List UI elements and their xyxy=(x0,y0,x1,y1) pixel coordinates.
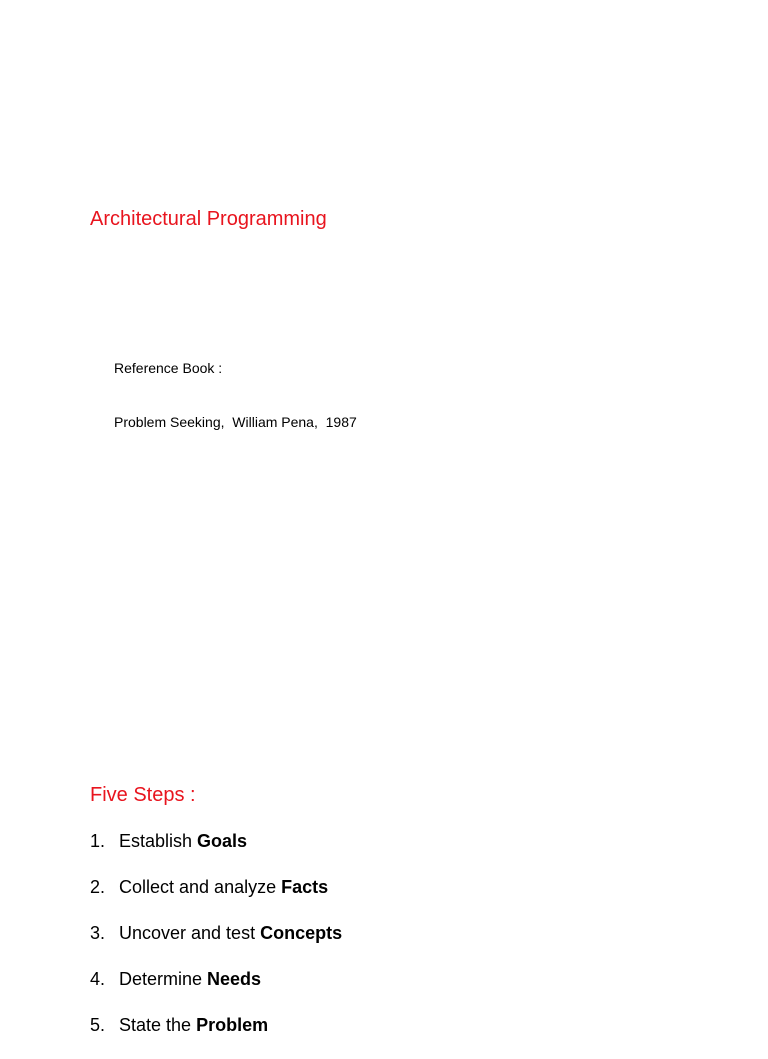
reference-citation: Problem Seeking, William Pena, 1987 xyxy=(114,414,357,430)
page-title: Architectural Programming xyxy=(90,208,327,230)
step-number: 1. xyxy=(90,831,106,851)
step-keyword: Needs xyxy=(207,969,262,989)
step-text: Collect and analyze xyxy=(119,877,282,897)
step-keyword: Problem xyxy=(196,1015,269,1035)
step-text: Determine xyxy=(119,969,208,989)
step-item xyxy=(90,875,342,899)
step-item xyxy=(90,967,342,991)
step-number: 3. xyxy=(90,923,106,943)
step-keyword: Concepts xyxy=(260,923,343,943)
step-text: Uncover and test xyxy=(119,923,261,943)
steps-list xyxy=(90,829,342,1059)
reference-label: Reference Book : xyxy=(114,360,223,376)
step-text: State the xyxy=(119,1015,197,1035)
step-item xyxy=(90,1013,342,1037)
steps-heading: Five Steps : xyxy=(90,784,196,806)
step-number: 5. xyxy=(90,1015,106,1035)
step-keyword: Goals xyxy=(197,831,248,851)
step-keyword: Facts xyxy=(281,877,329,897)
step-item xyxy=(90,829,342,853)
step-item xyxy=(90,921,342,945)
step-text: Establish xyxy=(119,831,198,851)
reference-block xyxy=(114,323,357,467)
step-number: 2. xyxy=(90,877,106,897)
step-number: 4. xyxy=(90,969,106,989)
